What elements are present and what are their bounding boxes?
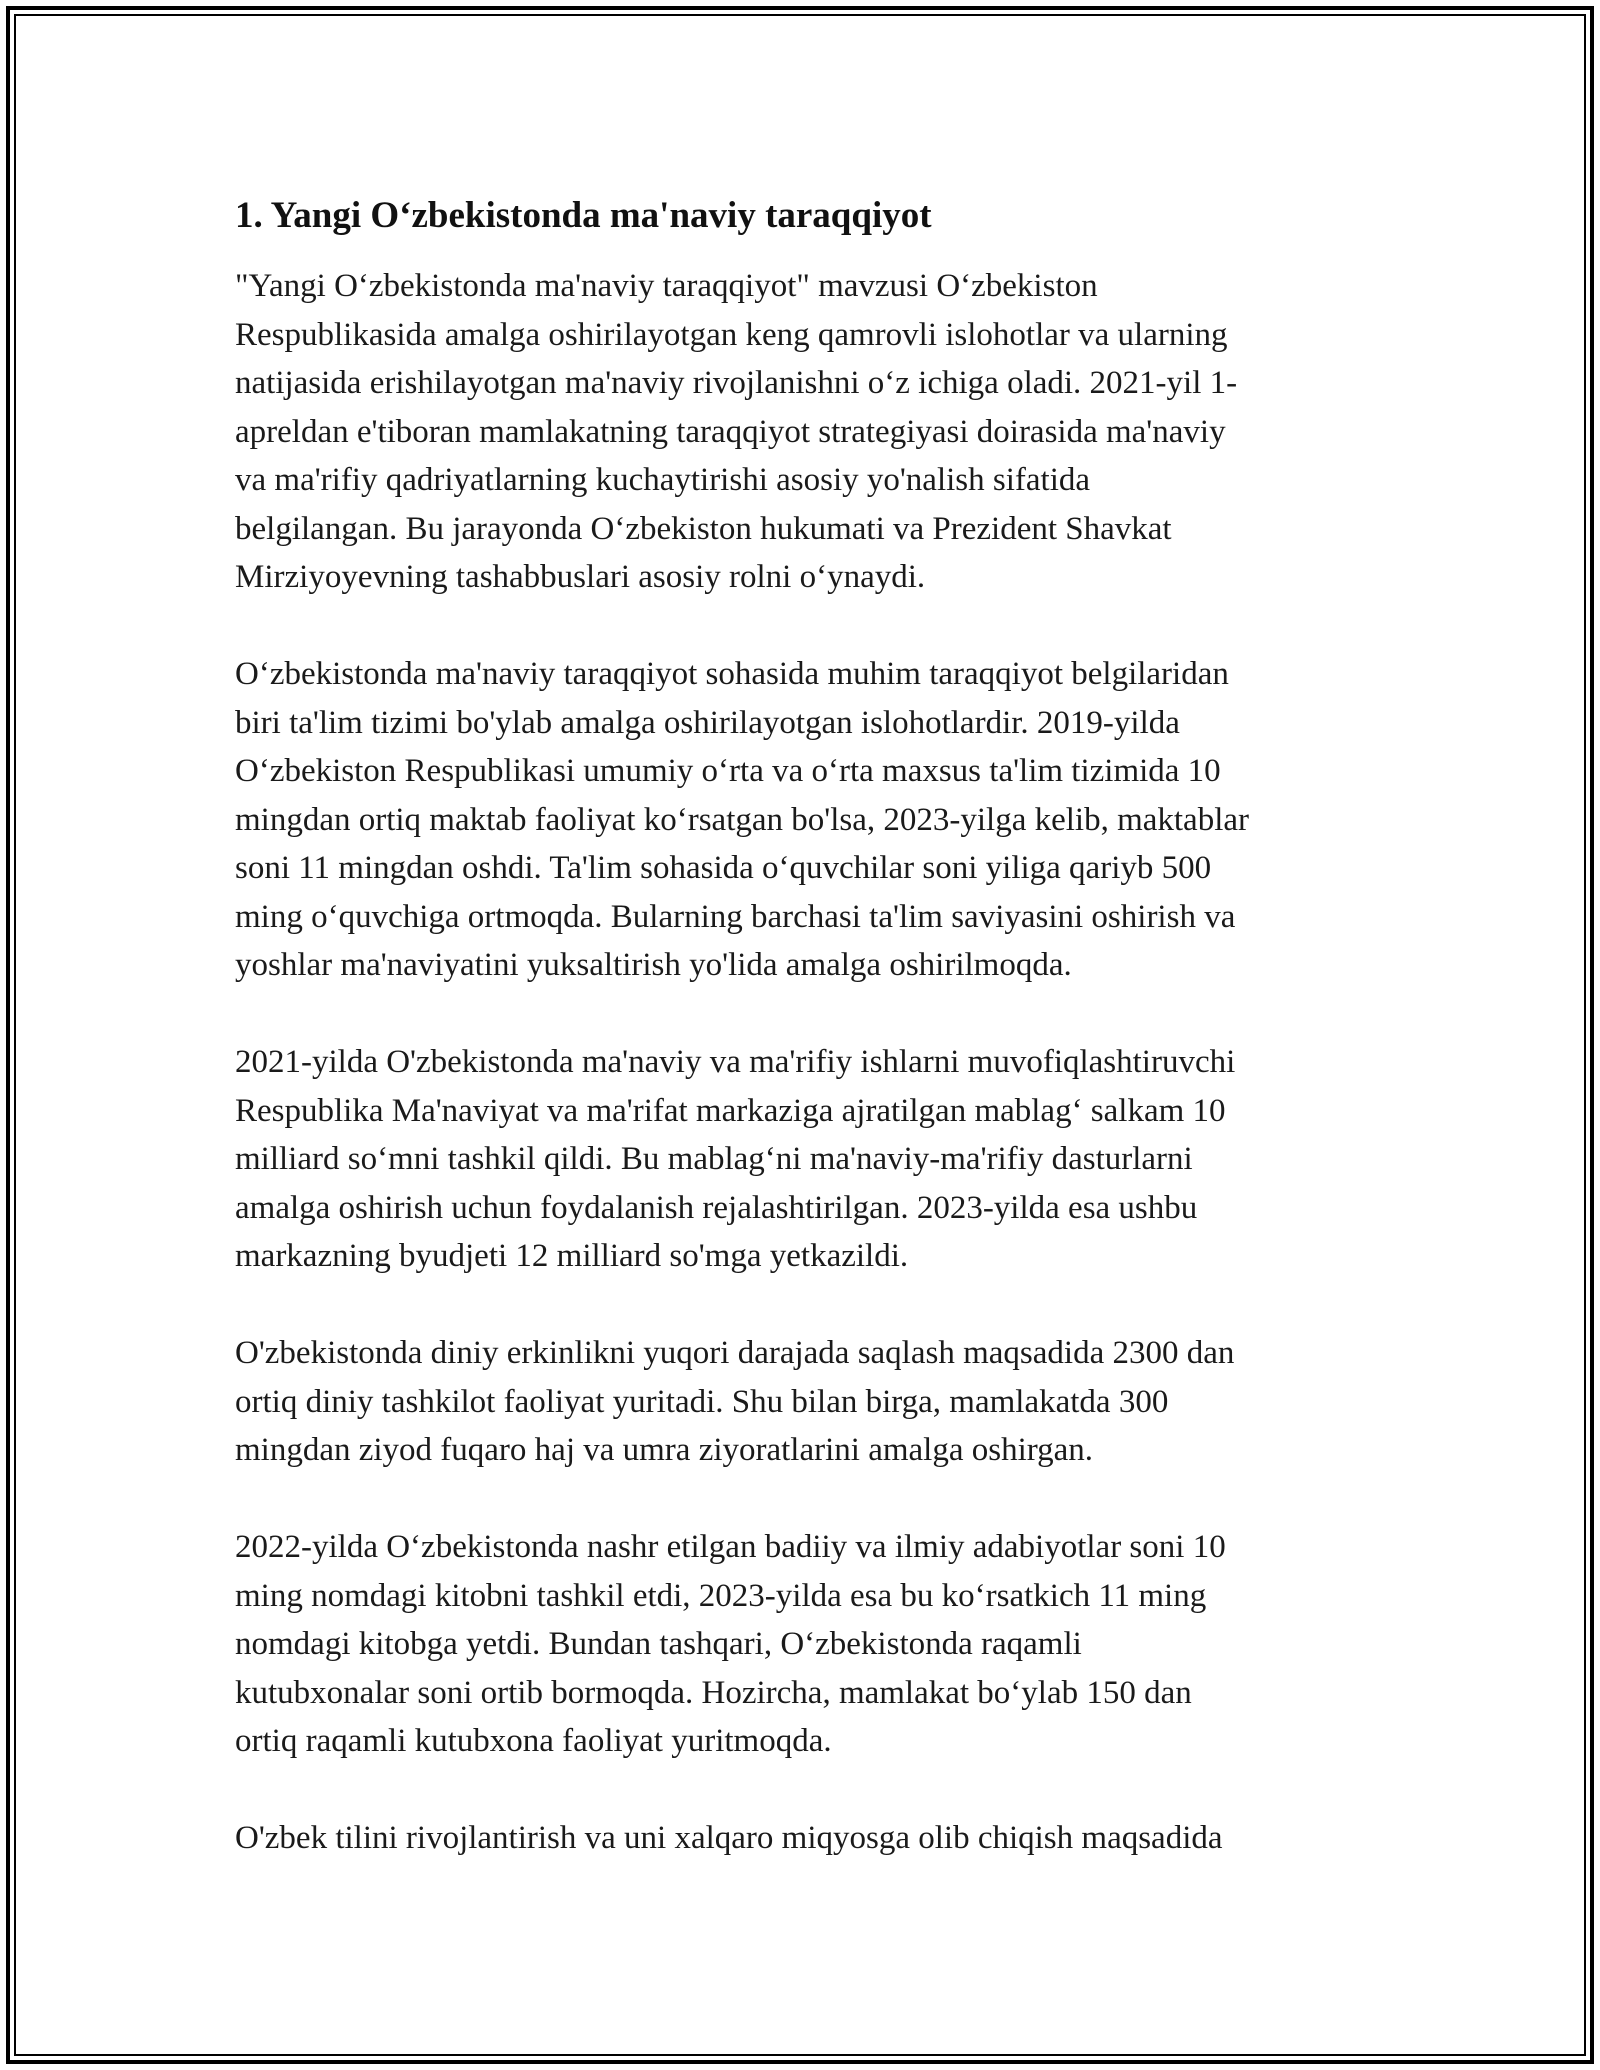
- paragraph-4: O'zbekistonda diniy erkinlikni yuqori darajada saqlash maqsadida 2300 dan ortiq diniy tashkilot faoliyat yuritadi. Shu bilan birga, mamlakatda 300 mingdan ziyod fuqaro haj va umra ziyoratlarini amalga oshirgan.: [235, 1335, 1235, 1468]
- document-body: [235, 186, 1365, 1911]
- paragraph-1: "Yangi O‘zbekistonda ma'naviy taraqqiyot" mavzusi O‘zbekiston Respublikasida amalga oshirilayotgan keng qamrovli islohotlar va ularning natijasida erishilayotgan ma'naviy rivojlanishni o‘z ichiga oladi. 2021-yil 1- apreldan e'tiboran mamlakatning taraqqiyot strategiyasi doirasida ma'naviy va ma'rifiy qadriyatlarning kuchaytirishi asosiy yo'nalish sifatida belgilangan. Bu jarayonda O‘zbekiston hukumati va Prezident Shavkat Mirziyoyevning tashabbuslari asosiy rolni o‘ynaydi.: [235, 268, 1238, 595]
- paragraph-5: 2022-yilda O‘zbekistonda nashr etilgan badiiy va ilmiy adabiyotlar soni 10 ming nomdagi kitobni tashkil etdi, 2023-yilda esa bu ko‘rsatkich 11 ming nomdagi kitobga yetdi. Bundan tashqari, O‘zbekistonda raqamli kutubxonalar soni ortib bormoqda. Hozircha, mamlakat bo‘ylab 150 dan ortiq raqamli kutubxona faoliyat yuritmoqda.: [235, 1529, 1226, 1759]
- section-heading: 1. Yangi O‘zbekistonda ma'naviy taraqqiyot: [235, 195, 932, 236]
- paragraph-6: O'zbek tilini rivojlantirish va uni xalqaro miqyosga olib chiqish maqsadida: [235, 1820, 1223, 1856]
- paragraph-2: O‘zbekistonda ma'naviy taraqqiyot sohasida muhim taraqqiyot belgilaridan biri ta'lim tizimi bo'ylab amalga oshirilayotgan islohotlardir. 2019-yilda O‘zbekiston Respublikasi umumiy o‘rta va o‘rta maxsus ta'lim tizimida 10 mingdan ortiq maktab faoliyat ko‘rsatgan bo'lsa, 2023-yilga kelib, maktablar soni 11 mingdan oshdi. Ta'lim sohasida o‘quvchilar soni yiliga qariyb 500 ming o‘quvchiga ortmoqda. Bularning barchasi ta'lim saviyasini oshirish va yoshlar ma'naviyatini yuksaltirish yo'lida amalga oshirilmoqda.: [235, 656, 1250, 983]
- paragraph-3: 2021-yilda O'zbekistonda ma'naviy va ma'rifiy ishlarni muvofiqlashtiruvchi Respublika Ma'naviyat va ma'rifat markaziga ajratilgan mablag‘ salkam 10 milliard so‘mni tashkil qildi. Bu mablag‘ni ma'naviy-ma'rifiy dasturlarni amalga oshirish uchun foydalanish rejalashtirilgan. 2023-yilda esa ushbu markazning byudjeti 12 milliard so'mga yetkazildi.: [235, 1044, 1236, 1274]
